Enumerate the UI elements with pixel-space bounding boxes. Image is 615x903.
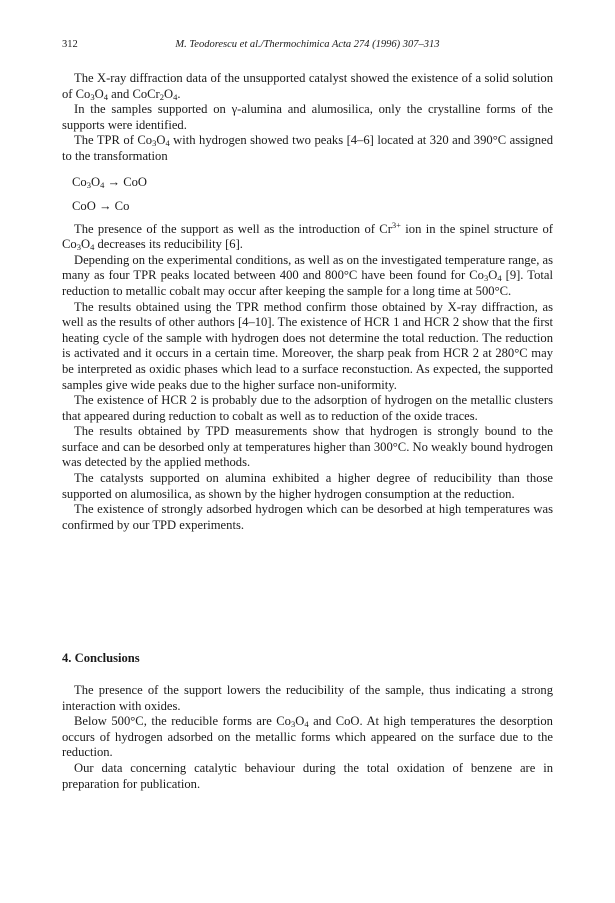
paragraph: The existence of HCR 2 is probably due to the adsorption of hydrogen on the metallic clusters that appeared during reduction to cobalt as well as to reduction of the oxide traces. <box>62 393 553 423</box>
paragraph: The X-ray diffraction data of the unsupported catalyst showed the existence of a solid solution of $Co_3O_4$ and $CoCr_2O_4$. <box>62 71 553 102</box>
body-text <box>62 71 553 533</box>
equation: $Co_3O_4$ → CoO <box>72 174 147 190</box>
paragraph: The results obtained by TPD measurements show that hydrogen is strongly bound to the surface and can be desorbed only at temperatures higher than 300°C. No weakly bound hydrogen was detected by the applied methods. <box>62 424 553 470</box>
paragraph: The catalysts supported on alumina exhibited a higher degree of reducibility than those supported on alumosilica, as shown by the higher hydrogen consumption at the reduction. <box>62 471 553 501</box>
paragraph: Our data concerning catalytic behaviour during the total oxidation of benzene are in preparation for publication. <box>62 760 553 791</box>
paragraph: The presence of the support as well as the introduction of $Cr^{3+}$ ion in the spinel structure of $Co_3O_4$ decreases its reducibility [6]. <box>62 219 553 253</box>
paragraph: The presence of the support lowers the reducibility of the sample, thus indicating a strong interaction with oxides. <box>62 683 553 713</box>
equation-block <box>72 174 553 214</box>
conclusions-text <box>62 683 553 792</box>
page-number: 312 <box>62 39 78 50</box>
page-header <box>62 39 553 55</box>
running-head: M. Teodorescu et al./Thermochimica Acta 274 (1996) 307–313 <box>175 39 440 50</box>
paragraph: Below 500°C, the reducible forms are $Co_3O_4$ and CoO. At high temperatures the desorption occurs of hydrogen adsorbed on the metallic forms which appeared on the surface due to the reduction. <box>62 714 553 760</box>
paragraph: The existence of strongly adsorbed hydrogen which can be desorbed at high temperatures was confirmed by our TPD experiments. <box>62 502 553 532</box>
paragraph: The TPR of $Co_3O_4$ with hydrogen showed two peaks [4–6] located at 320 and 390°C assigned to the transformation <box>62 133 553 163</box>
paragraph: Depending on the experimental conditions, as well as on the investigated temperature range, as many as four TPR peaks located between 400 and 800°C have been found for $Co_3O_4$ [9]. Total reduction to metallic cobalt may occur after keeping the sample for a long time at 500°C. <box>62 252 553 298</box>
section-heading: 4. Conclusions <box>62 651 140 665</box>
paragraph: The results obtained using the TPR method confirm those obtained by X-ray diffraction, as well as the results of other authors [4–10]. The existence of HCR 1 and HCR 2 show that the first heating cycle of the sample with hydrogen does not determine the total reduction. The reduction is activated and it occurs in a certain time. Moreover, the sharp peak from HCR 2 at 280°C may be interpreted as oxidic phases which lead to a surface reconstuction. As expected, the supported samples give wide peaks due to the higher surface non-uniformity. <box>62 299 553 392</box>
equation: CoO → Co <box>72 198 130 213</box>
paragraph: In the samples supported on γ-alumina and alumosilica, only the crystalline forms of the supports were identified. <box>62 102 553 132</box>
